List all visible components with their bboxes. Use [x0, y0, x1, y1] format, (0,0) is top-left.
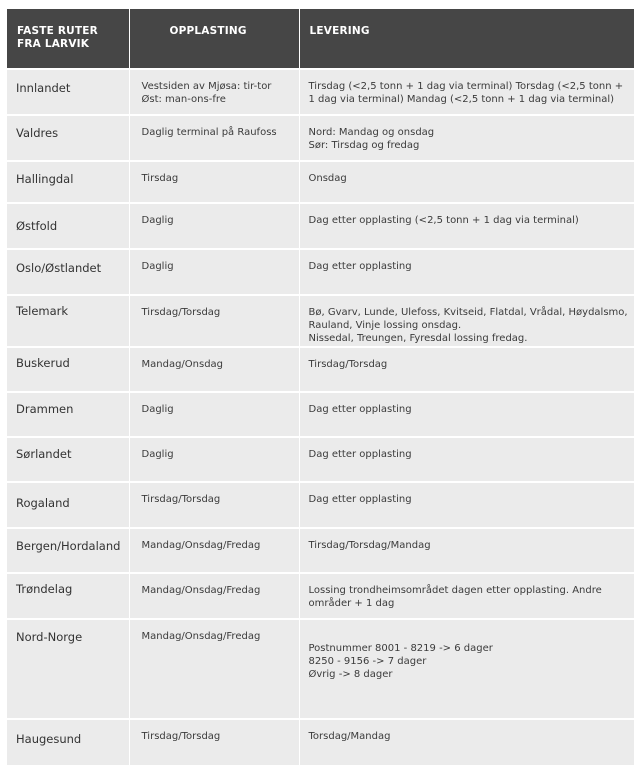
levering-text: Torsdag/Mandag [308, 731, 391, 742]
table-row [7, 437, 634, 482]
levering-text: Onsdag [308, 173, 347, 184]
opplasting-text: Vestsiden av Mjøsa: tir-tor Øst: man-ons-fre [141, 81, 272, 105]
levering-text: Tirsdag/Torsdag/Mandag [308, 540, 431, 551]
header-opplasting: OPPLASTING [129, 9, 299, 69]
levering-text: Nord: Mandag og onsdag Sør: Tirsdag og fredag [308, 127, 435, 151]
cell-opplasting [129, 161, 299, 203]
levering-text: Bø, Gvarv, Lunde, Ulefoss, Kvitseid, Flatdal, Vrådal, Høydalsmo, Rauland, Vinje lossing onsdag. Nissedal, Treungen, Fyresdal lossing fredag. [308, 307, 628, 344]
levering-text: Dag etter opplasting [308, 494, 412, 505]
cell-levering [299, 482, 634, 528]
cell-opplasting [129, 249, 299, 295]
cell-region: Østfold [7, 203, 129, 249]
cell-opplasting [129, 295, 299, 347]
opplasting-text: Daglig [141, 404, 174, 415]
cell-region: Hallingdal [7, 161, 129, 203]
opplasting-text: Daglig terminal på Raufoss [141, 127, 277, 138]
table-row [7, 295, 634, 347]
cell-opplasting [129, 115, 299, 161]
table-row [7, 573, 634, 619]
cell-opplasting [129, 392, 299, 437]
levering-text: Postnummer 8001 - 8219 -> 6 dager 8250 - 9156 -> 7 dager Øvrig -> 8 dager [308, 643, 493, 680]
cell-region: Trøndelag [7, 573, 129, 619]
header-routes: FASTE RUTER FRA LARVIK [7, 9, 129, 69]
cell-levering [299, 719, 634, 765]
table-row [7, 249, 634, 295]
cell-opplasting [129, 69, 299, 115]
cell-levering [299, 392, 634, 437]
levering-text: Dag etter opplasting [308, 404, 412, 415]
cell-levering [299, 203, 634, 249]
cell-levering [299, 347, 634, 392]
cell-levering [299, 437, 634, 482]
cell-levering [299, 528, 634, 573]
cell-opplasting [129, 573, 299, 619]
table-row [7, 528, 634, 573]
cell-region: Rogaland [7, 482, 129, 528]
cell-levering [299, 115, 634, 161]
cell-opplasting [129, 719, 299, 765]
table-row [7, 161, 634, 203]
cell-opplasting [129, 347, 299, 392]
cell-opplasting [129, 203, 299, 249]
levering-text: Dag etter opplasting (<2,5 tonn + 1 dag via terminal) [308, 215, 579, 226]
cell-opplasting [129, 437, 299, 482]
table-row [7, 203, 634, 249]
cell-region: Haugesund [7, 719, 129, 765]
table-row [7, 392, 634, 437]
opplasting-text: Tirsdag/Torsdag [141, 494, 221, 505]
table-row [7, 347, 634, 392]
cell-levering [299, 161, 634, 203]
cell-region: Oslo/Østlandet [7, 249, 129, 295]
levering-text: Dag etter opplasting [308, 449, 412, 460]
routes-table-container [7, 9, 634, 765]
routes-table [7, 9, 634, 765]
header-levering: LEVERING [299, 9, 634, 69]
opplasting-text: Tirsdag [141, 173, 179, 184]
cell-opplasting [129, 528, 299, 573]
opplasting-text: Daglig [141, 261, 174, 272]
levering-text: Dag etter opplasting [308, 261, 412, 272]
cell-levering [299, 573, 634, 619]
cell-levering [299, 619, 634, 719]
cell-levering [299, 295, 634, 347]
table-header-row [7, 9, 634, 69]
cell-region: Valdres [7, 115, 129, 161]
cell-levering [299, 249, 634, 295]
cell-region: Bergen/Hordaland [7, 528, 129, 573]
opplasting-text: Tirsdag/Torsdag [141, 307, 221, 318]
opplasting-text: Mandag/Onsdag/Fredag [141, 631, 261, 642]
cell-region: Sørlandet [7, 437, 129, 482]
table-row [7, 482, 634, 528]
cell-levering [299, 69, 634, 115]
table-row [7, 115, 634, 161]
cell-opplasting [129, 482, 299, 528]
cell-region: Innlandet [7, 69, 129, 115]
levering-text: Tirsdag/Torsdag [308, 359, 388, 370]
opplasting-text: Mandag/Onsdag [141, 359, 224, 370]
levering-text: Lossing trondheimsområdet dagen etter opplasting. Andre områder + 1 dag [308, 585, 602, 609]
levering-text: Tirsdag (<2,5 tonn + 1 dag via terminal) Torsdag (<2,5 tonn + 1 dag via terminal) Mandag (<2,5 tonn + 1 dag via terminal) [308, 81, 624, 105]
cell-region: Telemark [7, 295, 129, 347]
opplasting-text: Daglig [141, 449, 174, 460]
opplasting-text: Tirsdag/Torsdag [141, 731, 221, 742]
opplasting-text: Mandag/Onsdag/Fredag [141, 540, 261, 551]
cell-region: Drammen [7, 392, 129, 437]
table-row [7, 719, 634, 765]
cell-region: Buskerud [7, 347, 129, 392]
opplasting-text: Daglig [141, 215, 174, 226]
opplasting-text: Mandag/Onsdag/Fredag [141, 585, 261, 596]
table-row [7, 69, 634, 115]
cell-opplasting [129, 619, 299, 719]
table-row [7, 619, 634, 719]
cell-region: Nord-Norge [7, 619, 129, 719]
